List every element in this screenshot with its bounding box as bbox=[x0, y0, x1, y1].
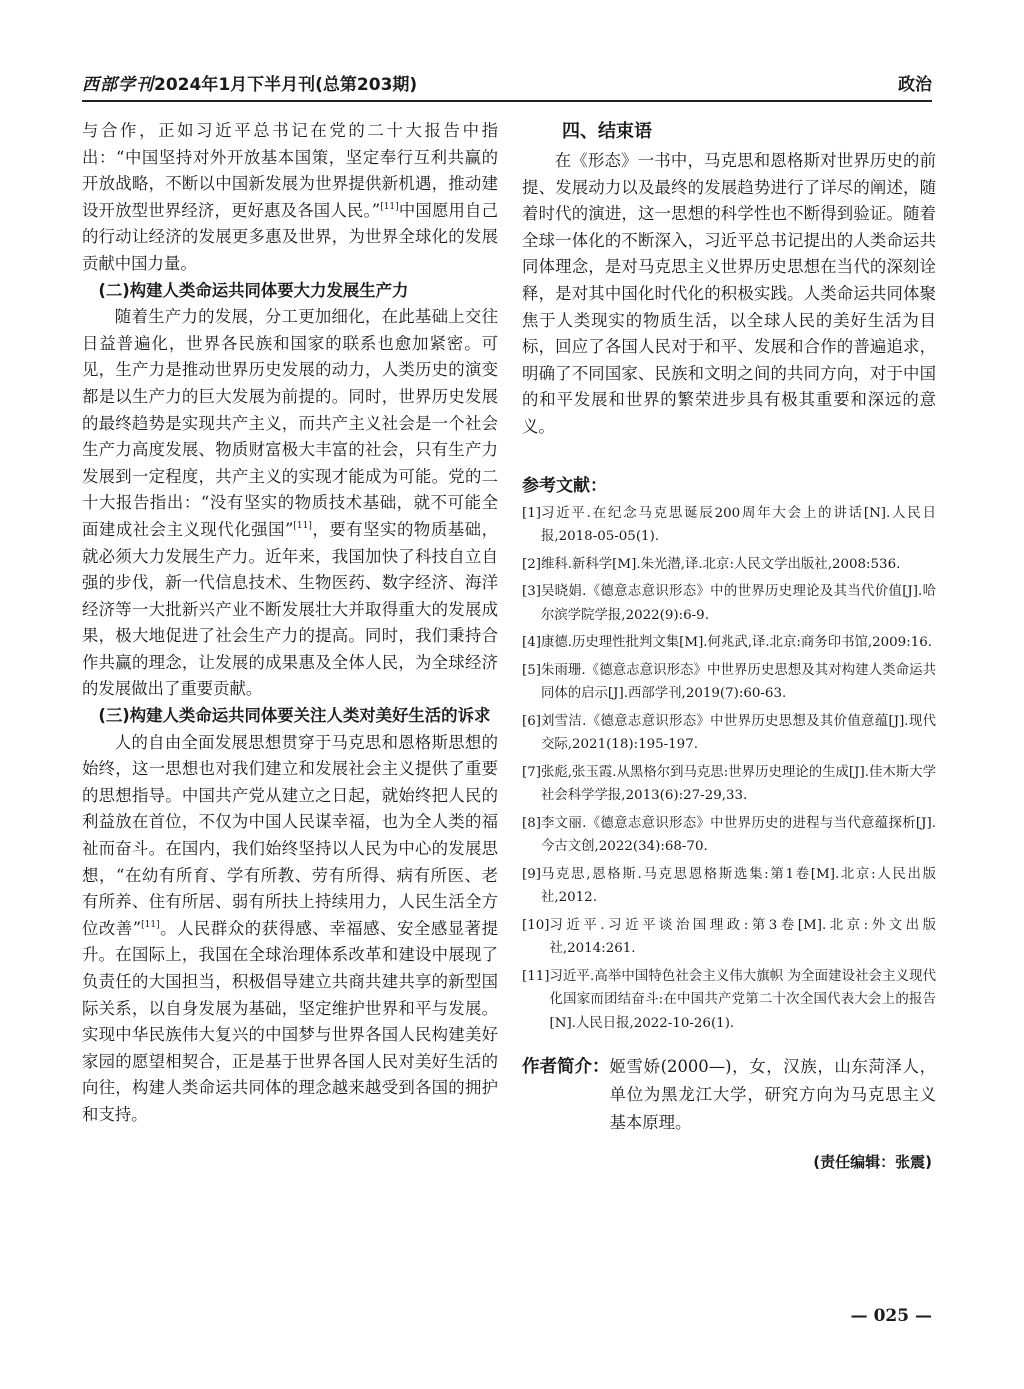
reference-item bbox=[522, 965, 936, 1036]
reference-text: 李文丽.《德意志意识形态》中世界历史的进程与当代意蕴探析[J].今古文创,2022(34):68-70. bbox=[540, 815, 936, 855]
citation: [11] bbox=[293, 520, 312, 531]
page-number: — 025 — bbox=[850, 1306, 932, 1326]
text-run: ，要有坚实的物质基础，就必须大力发展生产力。近年来，我国加快了科技自立自强的步伐，新一代信息技术、生物医药、数字经济、海洋经济等一大批新兴产业不断发展壮大并取得重大的发展成果，极大地促进了社会生产力的提高。同时，我们秉持合作共赢的理念，让发展的成果惠及全体人民，为全球经济的发展做出了重要贡献。 bbox=[82, 519, 498, 699]
subheading-productivity: (二)构建人类命运共同体要大力发展生产力 bbox=[98, 280, 409, 300]
paragraph-productivity bbox=[82, 304, 498, 703]
citation: [11] bbox=[380, 201, 399, 212]
reference-text: 习近平.习近平谈治国理政:第3卷[M].北京:外文出版社,2014:261. bbox=[549, 917, 936, 957]
journal-logo: 西部学刊 bbox=[82, 75, 154, 95]
reference-number: [8] bbox=[522, 815, 541, 831]
text-run: 人的自由全面发展思想贯穿于马克思和恩格斯思想的始终，这一思想也对我们建立和发展社会主义提供了重要的思想指导。中国共产党从建立之日起，就始终把人民的利益放在首位，不仅为中国人民谋幸福，也为全人类的福祉而奋斗。在国内，我们始终坚持以人民为中心的发展思想，“在幼有所育、学有所教、劳有所得、病有所医、老有所养、住有所居、弱有所扶上持续用力，人民生活全方位改善” bbox=[82, 732, 498, 938]
text-run: 与合作，正如习近平总书记在党的二十大报告中指出：“中国坚持对外开放基本国策，坚定奉行互利共赢的开放战略，不断以中国新发展为世界提供新机遇，推动建设开放型世界经济，更好惠及各国人民。” bbox=[82, 121, 498, 220]
reference-item bbox=[522, 502, 936, 549]
section-name: 政治 bbox=[898, 75, 932, 95]
responsible-editor: (责任编辑：张震) bbox=[813, 1153, 932, 1172]
reference-text: 朱雨珊.《德意志意识形态》中世界历史思想及其对构建人类命运共同体的启示[J].西部学刊,2019(7):60-63. bbox=[540, 662, 936, 702]
reference-number: [1] bbox=[522, 505, 541, 521]
reference-number: [4] bbox=[522, 635, 541, 651]
right-column bbox=[522, 118, 936, 1172]
paragraph-better-life bbox=[82, 730, 498, 1129]
reference-text: 习近平.高举中国特色社会主义伟大旗帜 为全面建设社会主义现代化国家而团结奋斗:在中国共产党第二十次全国代表大会上的报告[N].人民日报,2022-10-26(1). bbox=[549, 968, 936, 1031]
paragraph-opening bbox=[82, 118, 498, 278]
reference-number: [3] bbox=[522, 584, 541, 600]
reference-number: [6] bbox=[522, 713, 541, 729]
reference-text: 习近平.在纪念马克思诞辰200周年大会上的讲话[N].人民日报,2018-05-05(1). bbox=[540, 505, 936, 545]
reference-number: [7] bbox=[522, 764, 541, 780]
reference-number: [11] bbox=[522, 968, 550, 984]
reference-text: 刘雪洁.《德意志意识形态》中世界历史思想及其价值意蕴[J].现代交际,2021(18):195-197. bbox=[540, 713, 936, 753]
reference-item bbox=[522, 710, 936, 757]
reference-number: [10] bbox=[522, 917, 550, 933]
author-bio bbox=[522, 1053, 936, 1137]
reference-number: [2] bbox=[522, 556, 541, 572]
reference-item bbox=[522, 659, 936, 706]
reference-text: 康德.历史理性批判文集[M].何兆武,译.北京:商务印书馆,2009:16. bbox=[540, 635, 933, 651]
reference-text: 马克思,恩格斯.马克思恩格斯选集:第1卷[M].北京:人民出版社,2012. bbox=[540, 866, 936, 906]
reference-item bbox=[522, 553, 936, 577]
page-header bbox=[82, 66, 932, 102]
reference-item bbox=[522, 761, 936, 808]
paragraph-conclusion: 在《形态》一书中，马克思和恩格斯对世界历史的前提、发展动力以及最终的发展趋势进行了详尽的阐述，随着时代的演进，这一思想的科学性也不断得到验证。随着全球一体化的不断深入，习近平总书记提出的人类命运共同体理念，是对马克思主义世界历史思想在当代的深刻诠释，是对其中国化时代化的积极实践。人类命运共同体聚焦于人类现实的物质生活，以全球人民的美好生活为目标，回应了各国人民对于和平、发展和合作的普遍追求，明确了不同国家、民族和文明之间的共同方向，对于中国的和平发展和世界的繁荣进步具有极其重要和深远的意义。 bbox=[522, 151, 936, 436]
author-text: 姬雪娇(2000—)，女，汉族，山东菏泽人，单位为黑龙江大学，研究方向为马克思主义基本原理。 bbox=[609, 1057, 936, 1133]
text-run: 中国愿用自己的行动让经济的发展更多惠及世界，为世界全球化的发展贡献中国力量。 bbox=[82, 200, 499, 273]
text-run: 随着生产力的发展，分工更加细化，在此基础上交往日益普遍化，世界各民族和国家的联系也愈加紧密。可见，生产力是推动世界历史发展的动力，人类历史的演变都是以生产力的巨大发展为前提的。同时，世界历史发展的最终趋势是实现共产主义，而共产主义社会是一个社会生产力高度发展、物质财富极大丰富的社会，只有生产力发展到一定程度，共产主义的实现才能成为可能。党的二十大报告指出：“没有坚实的物质技术基础，就不可能全面建成社会主义现代化强国” bbox=[82, 307, 498, 539]
reference-item bbox=[522, 631, 936, 655]
reference-item bbox=[522, 580, 936, 627]
reference-number: [5] bbox=[522, 662, 541, 678]
journal-title bbox=[82, 70, 417, 95]
text-run: 。人民群众的获得感、幸福感、安全感显著提升。在国际上，我国在全球治理体系改革和建设中展现了负责任的大国担当，积极倡导建立共商共建共享的新型国际关系，以自身发展为基础，坚定维护世界和平与发展。实现中华民族伟大复兴的中国梦与世界各国人民构建美好家园的愿望相契合，正是基于世界各国人民对美好生活的向往，构建人类命运共同体的理念越来越受到各国的拥护和支持。 bbox=[82, 918, 498, 1124]
journal-issue: 2024年1月下半月刊(总第203期) bbox=[154, 75, 418, 95]
reference-item bbox=[522, 863, 936, 910]
reference-item bbox=[522, 914, 936, 961]
section-title-conclusion: 四、结束语 bbox=[562, 121, 652, 142]
reference-list bbox=[522, 502, 936, 1036]
reference-item bbox=[522, 812, 936, 859]
author-label: 作者简介： bbox=[522, 1057, 610, 1078]
reference-text: 张彪,张玉霞.从黑格尔到马克思:世界历史理论的生成[J].佳木斯大学社会科学学报,2013(6):27-29,33. bbox=[540, 764, 936, 804]
reference-number: [9] bbox=[522, 866, 541, 882]
subheading-better-life: (三)构建人类命运共同体要关注人类对美好生活的诉求 bbox=[98, 706, 491, 726]
reference-text: 维科.新科学[M].朱光潜,译.北京:人民文学出版社,2008:536. bbox=[540, 556, 901, 572]
citation: [11] bbox=[141, 919, 160, 930]
references-title: 参考文献： bbox=[522, 475, 607, 496]
left-column bbox=[82, 118, 498, 1129]
reference-text: 吴晓娟.《德意志意识形态》中的世界历史理论及其当代价值[J].哈尔滨学院学报,2022(9):6-9. bbox=[540, 584, 936, 623]
